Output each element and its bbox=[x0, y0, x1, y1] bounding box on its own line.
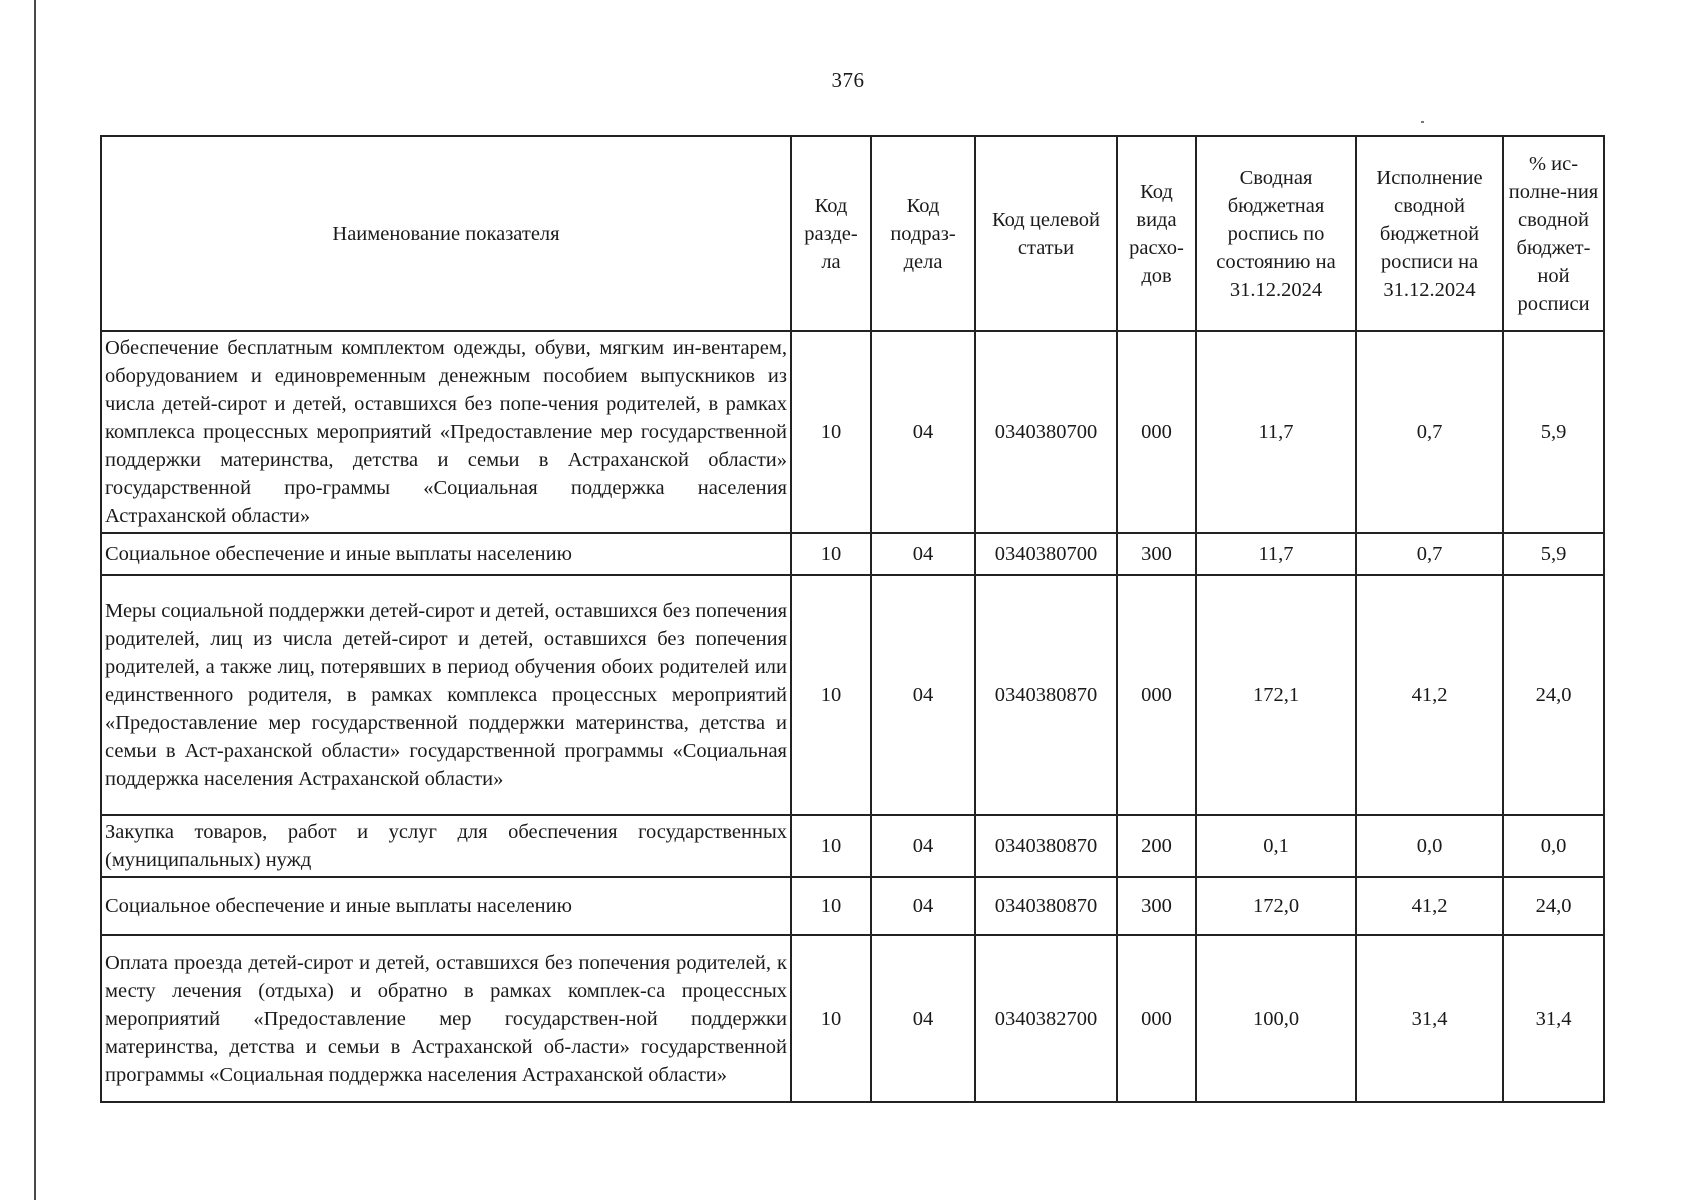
cell-percent: 5,9 bbox=[1503, 533, 1604, 575]
cell-execution: 41,2 bbox=[1356, 575, 1503, 815]
cell-expense-type: 000 bbox=[1117, 575, 1196, 815]
table-row bbox=[101, 877, 1604, 935]
header-execution-percent: % ис-полне-ния сводной бюджет-ной росписи bbox=[1503, 136, 1604, 331]
cell-target: 0340380700 bbox=[975, 331, 1117, 533]
cell-subsection: 04 bbox=[871, 575, 975, 815]
cell-expense-type: 300 bbox=[1117, 533, 1196, 575]
cell-execution: 31,4 bbox=[1356, 935, 1503, 1102]
cell-percent: 31,4 bbox=[1503, 935, 1604, 1102]
cell-expense-type: 000 bbox=[1117, 331, 1196, 533]
cell-name: Закупка товаров, работ и услуг для обеспечения государственных (муниципальных) нужд bbox=[101, 815, 791, 877]
cell-section: 10 bbox=[791, 533, 871, 575]
budget-execution-table bbox=[100, 135, 1605, 1103]
cell-target: 0340380870 bbox=[975, 815, 1117, 877]
cell-section: 10 bbox=[791, 575, 871, 815]
scan-binding-edge bbox=[34, 0, 36, 1200]
cell-expense-type: 300 bbox=[1117, 877, 1196, 935]
cell-target: 0340382700 bbox=[975, 935, 1117, 1102]
header-execution: Исполнение сводной бюджетной росписи на 31.12.2024 bbox=[1356, 136, 1503, 331]
table-row bbox=[101, 533, 1604, 575]
cell-execution: 0,7 bbox=[1356, 331, 1503, 533]
cell-subsection: 04 bbox=[871, 331, 975, 533]
table-row bbox=[101, 815, 1604, 877]
cell-plan: 172,0 bbox=[1196, 877, 1356, 935]
header-row bbox=[101, 136, 1604, 331]
header-subsection-code: Код подраз-дела bbox=[871, 136, 975, 331]
cell-percent: 24,0 bbox=[1503, 877, 1604, 935]
table-row bbox=[101, 935, 1604, 1102]
header-target-code: Код целевой статьи bbox=[975, 136, 1117, 331]
cell-name: Социальное обеспечение и иные выплаты населению bbox=[101, 533, 791, 575]
cell-execution: 41,2 bbox=[1356, 877, 1503, 935]
cell-plan: 11,7 bbox=[1196, 331, 1356, 533]
cell-section: 10 bbox=[791, 815, 871, 877]
cell-percent: 5,9 bbox=[1503, 331, 1604, 533]
cell-subsection: 04 bbox=[871, 877, 975, 935]
header-name: Наименование показателя bbox=[101, 136, 791, 331]
header-section-code: Код разде-ла bbox=[791, 136, 871, 331]
cell-execution: 0,7 bbox=[1356, 533, 1503, 575]
cell-name: Социальное обеспечение и иные выплаты населению bbox=[101, 877, 791, 935]
cell-subsection: 04 bbox=[871, 935, 975, 1102]
scan-speck bbox=[1421, 121, 1424, 123]
cell-target: 0340380870 bbox=[975, 575, 1117, 815]
header-budget-plan: Сводная бюджетная роспись по состоянию на 31.12.2024 bbox=[1196, 136, 1356, 331]
cell-name: Оплата проезда детей-сирот и детей, оставшихся без попечения родителей, к месту лечения (отдыха) и обратно в рамках комплек-са процессных мероприятий «Предоставление мер государствен-ной поддержки материнства, детства и семьи в Астраханской об-ласти» государственной программы «Социальная поддержка населения Астраханской области» bbox=[101, 935, 791, 1102]
cell-percent: 0,0 bbox=[1503, 815, 1604, 877]
table-row bbox=[101, 331, 1604, 533]
cell-plan: 0,1 bbox=[1196, 815, 1356, 877]
cell-subsection: 04 bbox=[871, 815, 975, 877]
cell-plan: 172,1 bbox=[1196, 575, 1356, 815]
cell-subsection: 04 bbox=[871, 533, 975, 575]
cell-target: 0340380700 bbox=[975, 533, 1117, 575]
page-number: 376 bbox=[831, 68, 865, 92]
cell-section: 10 bbox=[791, 877, 871, 935]
cell-name: Меры социальной поддержки детей-сирот и детей, оставшихся без попечения родителей, лиц из числа детей-сирот и детей, оставшихся без попечения родителей, а также лиц, потерявших в период обучения обоих родителей или единственного родителя, в рамках комплекса процессных мероприятий «Предоставление мер государственной поддержки материнства, детства и семьи в Аст-раханской области» государственной программы «Социальная поддержка населения Астраханской области» bbox=[101, 575, 791, 815]
cell-target: 0340380870 bbox=[975, 877, 1117, 935]
cell-plan: 100,0 bbox=[1196, 935, 1356, 1102]
cell-section: 10 bbox=[791, 935, 871, 1102]
cell-name: Обеспечение бесплатным комплектом одежды, обуви, мягким ин-вентарем, оборудованием и единовременным денежным пособием выпускников из числа детей-сирот и детей, оставшихся без попе-чения родителей, в рамках комплекса процессных мероприятий «Предоставление мер государственной поддержки материнства, детства и семьи в Астраханской области» государственной про-граммы «Социальная поддержка населения Астраханской области» bbox=[101, 331, 791, 533]
cell-expense-type: 200 bbox=[1117, 815, 1196, 877]
table-row bbox=[101, 575, 1604, 815]
cell-percent: 24,0 bbox=[1503, 575, 1604, 815]
cell-execution: 0,0 bbox=[1356, 815, 1503, 877]
header-expense-type-code: Код вида расхо-дов bbox=[1117, 136, 1196, 331]
cell-expense-type: 000 bbox=[1117, 935, 1196, 1102]
cell-plan: 11,7 bbox=[1196, 533, 1356, 575]
cell-section: 10 bbox=[791, 331, 871, 533]
